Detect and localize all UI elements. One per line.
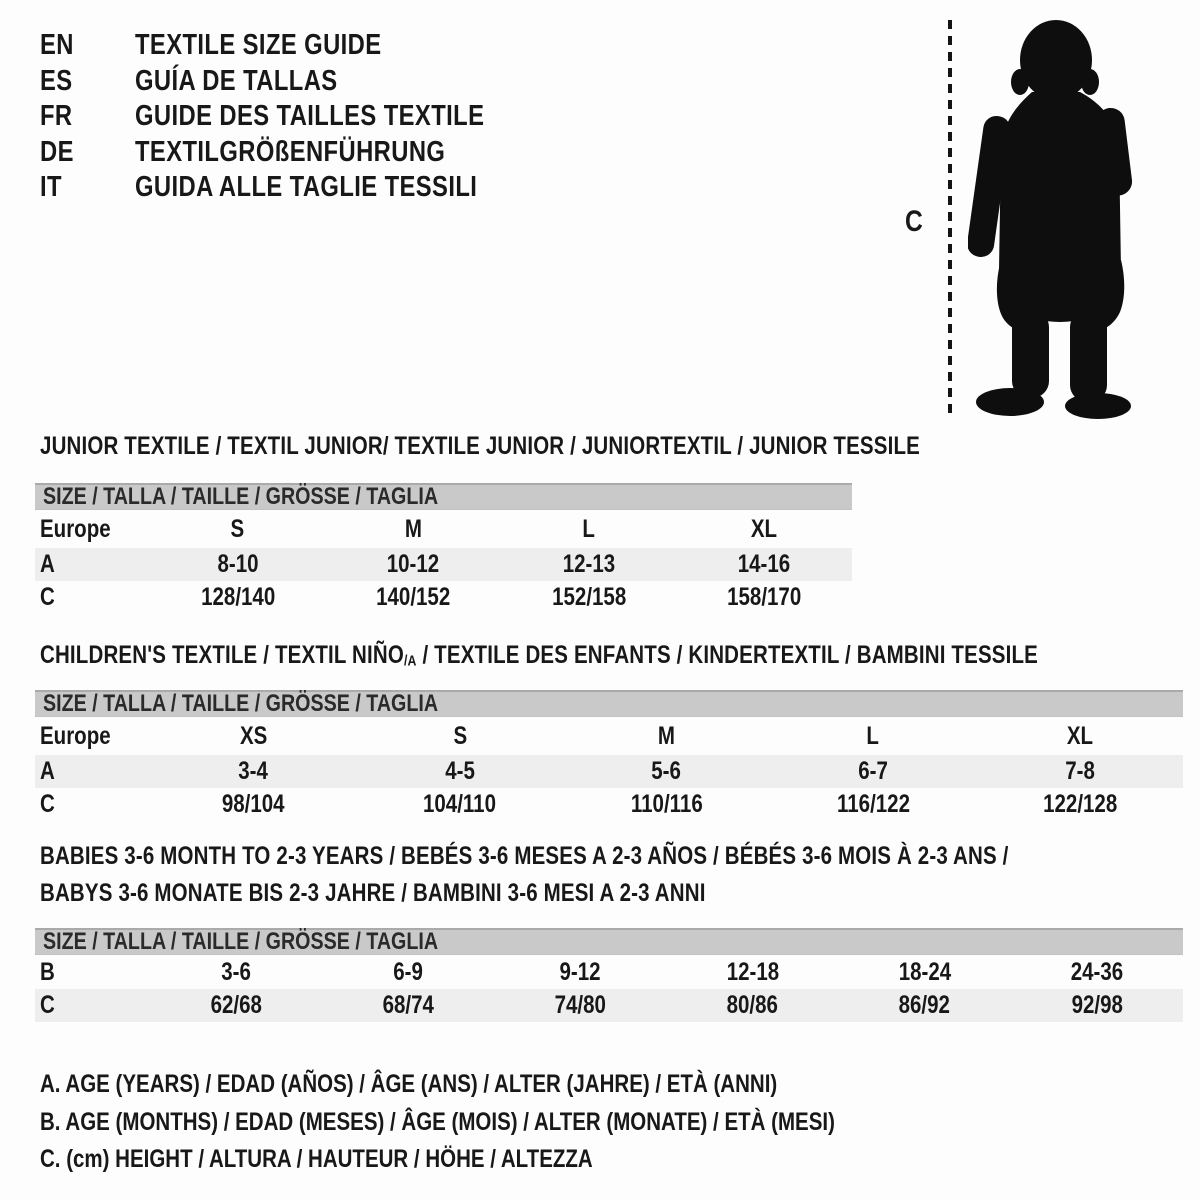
language-row: [40, 99, 561, 135]
table-cell: S: [230, 515, 245, 543]
language-guide-title: GUIDA ALLE TAGLIE TESSILI: [135, 171, 478, 204]
baby-silhouette-icon: [968, 18, 1136, 420]
language-code: ES: [40, 64, 73, 97]
table-cell: 86/92: [899, 991, 951, 1019]
height-measure-label: C: [904, 205, 923, 238]
junior-size-table: [35, 511, 852, 614]
table-row: [35, 548, 852, 581]
table-cell: XS: [239, 722, 267, 750]
language-guide-title: TEXTILGRÖßENFÜHRUNG: [135, 135, 446, 168]
row-label: A: [40, 550, 55, 578]
table-cell: 128/140: [200, 583, 275, 611]
children-section-title: CHILDREN'S TEXTILE / TEXTIL NIÑO/A / TEXTILE DES ENFANTS / KINDERTEXTIL / BAMBINI TESSILE: [40, 641, 1039, 670]
table-cell: M: [657, 722, 676, 750]
table-cell: 8-10: [217, 550, 259, 578]
table-cell: 5-6: [651, 757, 682, 785]
table-cell: 4-5: [445, 757, 475, 785]
table-row: [35, 989, 1183, 1022]
language-code: IT: [40, 171, 62, 204]
table-cell: 6-7: [858, 757, 888, 785]
junior-size-header-bar: SIZE / TALLA / TAILLE / GRÖSSE / TAGLIA: [35, 483, 852, 510]
table-cell: M: [404, 515, 422, 543]
table-cell: 122/128: [1042, 790, 1117, 818]
region-label: Europe: [40, 515, 111, 543]
children-size-header-bar: SIZE / TALLA / TAILLE / GRÖSSE / TAGLIA: [35, 690, 1183, 717]
table-cell: 140/152: [376, 583, 451, 611]
table-cell: 7-8: [1064, 757, 1095, 785]
table-cell: 3-4: [238, 757, 269, 785]
babies-section-title-line1: BABIES 3-6 MONTH TO 2-3 YEARS / BEBÉS 3-6 MESES A 2-3 AÑOS / BÉBÉS 3-6 MOIS À 2-3 ANS /: [40, 842, 1009, 870]
table-cell: L: [866, 722, 880, 750]
table-row: [35, 718, 1183, 755]
table-cell: 9-12: [559, 958, 601, 986]
language-code: DE: [40, 135, 74, 168]
table-row: [35, 511, 852, 548]
babies-size-header-bar: SIZE / TALLA / TAILLE / GRÖSSE / TAGLIA: [35, 928, 1183, 955]
legend-text: C. (cm) HEIGHT / ALTURA / HAUTEUR / HÖHE / ALTEZZA: [40, 1145, 593, 1174]
table-cell: 98/104: [221, 790, 285, 818]
table-cell: 6-9: [393, 958, 424, 986]
table-cell: 14-16: [738, 550, 791, 578]
language-guide-title: GUIDE DES TAILLES TEXTILE: [135, 100, 485, 133]
legend-text: A. AGE (YEARS) / EDAD (AÑOS) / ÂGE (ANS) / ALTER (JAHRE) / ETÀ (ANNI): [40, 1070, 778, 1099]
table-cell: 10-12: [387, 550, 440, 578]
legend-row: [40, 1104, 1009, 1142]
junior-section-title: JUNIOR TEXTILE / TEXTIL JUNIOR/ TEXTILE JUNIOR / JUNIORTEXTIL / JUNIOR TESSILE: [40, 432, 920, 460]
legend: [40, 1066, 1009, 1179]
table-cell: 3-6: [221, 958, 251, 986]
table-cell: 24-36: [1070, 958, 1124, 986]
language-row: [40, 170, 561, 206]
table-cell: XL: [1066, 722, 1093, 750]
language-code: EN: [40, 29, 74, 62]
children-size-table: [35, 718, 1183, 821]
table-cell: 12-13: [562, 550, 615, 578]
table-row: [35, 956, 1183, 989]
language-title-list: [40, 28, 561, 206]
table-cell: XL: [751, 515, 778, 543]
language-code: FR: [40, 100, 73, 133]
table-row: [35, 788, 1183, 821]
row-label: C: [40, 790, 55, 818]
region-label: Europe: [40, 722, 111, 750]
language-guide-title: GUÍA DE TALLAS: [135, 64, 338, 97]
table-cell: 68/74: [382, 991, 434, 1019]
legend-row: [40, 1141, 1009, 1179]
language-row: [40, 28, 561, 64]
table-cell: 158/170: [727, 583, 802, 611]
table-cell: 110/116: [630, 790, 703, 818]
language-row: [40, 135, 561, 171]
table-cell: 92/98: [1071, 991, 1123, 1019]
table-cell: 80/86: [726, 991, 779, 1019]
language-row: [40, 64, 561, 100]
table-cell: L: [582, 515, 596, 543]
row-label: C: [40, 583, 55, 611]
legend-text: B. AGE (MONTHS) / EDAD (MESES) / ÂGE (MOIS) / ALTER (MONATE) / ETÀ (MESI): [40, 1107, 835, 1136]
row-label: C: [40, 991, 55, 1019]
table-row: [35, 755, 1183, 788]
babies-size-table: [35, 956, 1183, 1022]
table-cell: 104/110: [423, 790, 497, 818]
table-cell: 62/68: [210, 991, 262, 1019]
row-label: A: [40, 757, 55, 785]
babies-section-title-line2: BABYS 3-6 MONATE BIS 2-3 JAHRE / BAMBINI 3-6 MESI A 2-3 ANNI: [40, 879, 706, 907]
language-guide-title: TEXTILE SIZE GUIDE: [135, 29, 382, 62]
table-cell: 12-18: [726, 958, 779, 986]
table-cell: 74/80: [554, 991, 607, 1019]
table-row: [35, 581, 852, 614]
legend-row: [40, 1066, 1009, 1104]
table-cell: S: [453, 722, 467, 750]
table-cell: 116/122: [836, 790, 910, 818]
row-label: B: [40, 958, 55, 986]
height-measure-dashed-line: [948, 20, 952, 417]
table-cell: 152/158: [551, 583, 626, 611]
table-cell: 18-24: [898, 958, 951, 986]
